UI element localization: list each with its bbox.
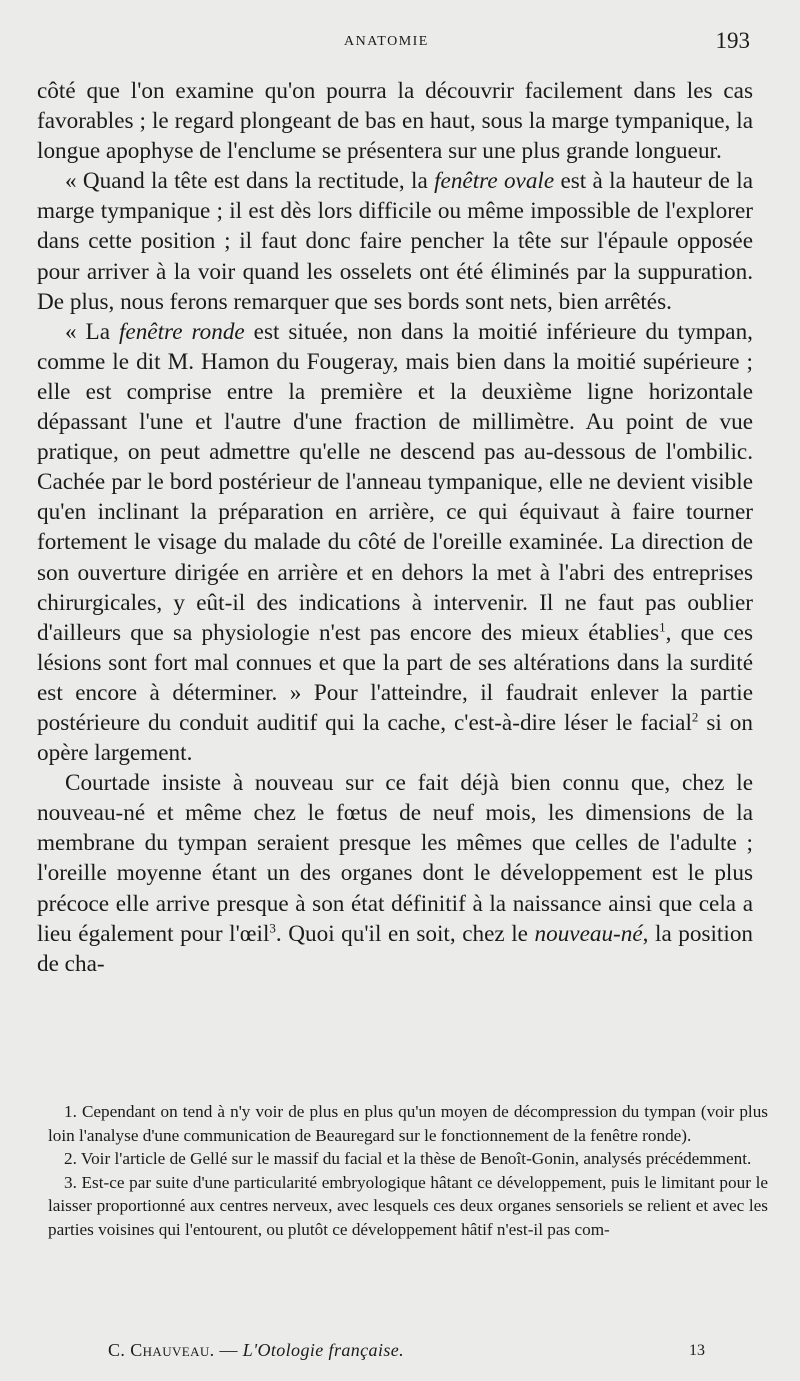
footnote-3: 3. Est-ce par suite d'une particularité embryologique hâtant ce développement, puis le limitant pour le laisser proportionné aux centres nerveux, avec lesquels ces deux organes sensoriels se relient et avec les parties voisines qui l'entourent, ou plutôt ce développement hâtif n'est-il pas com- bbox=[48, 1172, 768, 1239]
page-footer bbox=[0, 1340, 800, 1366]
footnote-ref-3: 3 bbox=[269, 919, 276, 935]
term-nouveau-ne: nouveau-né bbox=[534, 920, 643, 947]
paragraph-3-text-c: , que ces lésions sont fort mal connues et que la part de ses altérations dans la surdité est encore à déterminer. » Pour l'atteindre, il faudrait enlever la partie postérieure du conduit auditif qui la cache, c'est-à-dire léser le facial bbox=[37, 619, 753, 736]
paragraph-2-text-a: « Quand la tête est dans la rectitude, la bbox=[65, 168, 435, 195]
footer-title: L'Otologie française. bbox=[242, 1340, 405, 1360]
footnote-1: 1. Cependant on tend à n'y voir de plus en plus qu'un moyen de décompression du tympan (voir plus loin l'analyse d'une communication de Beauregard sur le fonctionnement de la fenêtre ronde). bbox=[48, 1102, 768, 1145]
paragraph-3 bbox=[37, 317, 753, 768]
paragraph-2-text-b: est à la hauteur de la marge tympanique ; il est dès lors difficile ou même impossible de l'explorer dans cette position ; il faut donc faire pencher la tête sur l'épaule opposée pour arriver à la voir quand les osselets ont été éliminés par la suppuration. De plus, nous ferons remarquer que ses bords sont nets, bien arrêtés. bbox=[37, 168, 753, 315]
page-number: 193 bbox=[715, 28, 750, 53]
footer-author: C. Chauveau. bbox=[108, 1340, 215, 1360]
term-fenetre-ronde: fenêtre ronde bbox=[118, 318, 245, 345]
paragraph-4-text-a: Courtade insiste à nouveau sur ce fait déjà bien connu que, chez le nouveau-né et même chez le fœtus de neuf mois, les dimensions de la membrane du tympan seraient presque les mêmes que celles de l'adulte ; l'oreille moyenne étant un des organes dont le développement est le plus précoce elle arrive presque à son état définitif à la naissance ainsi que cela a lieu également pour l'œil bbox=[37, 770, 753, 947]
footnote-ref-1: 1 bbox=[659, 618, 666, 634]
paragraph-4-text-c: , la position de cha- bbox=[37, 920, 754, 977]
paragraph-3-text-b: est située, non dans la moitié inférieure du tympan, comme le dit M. Hamon du Fougeray, mais bien dans la moitié supérieure ; elle est comprise entre la première et la deuxième ligne horizontale dépassant l'une et l'autre d'une fraction de millimètre. Au point de vue pratique, on peut admettre qu'elle ne descend pas au-dessous de l'ombilic. Cachée par le bord postérieur de l'anneau tympanique, elle ne devient visible qu'en inclinant la préparation en arrière, ce qui équivaut à faire tourner fortement le visage du malade du côté de l'oreille examinée. La direction de son ouverture dirigée en arrière et en dehors la met à l'abri des entreprises chirurgicales, y eût-il des indications à intervenir. Il ne faut pas oublier d'ailleurs que sa physiologie n'est pas encore des mieux établies bbox=[37, 318, 753, 646]
footnote-2: 2. Voir l'article de Gellé sur le massif du facial et la thèse de Benoît-Gonin, analysés précédemment. bbox=[64, 1149, 752, 1169]
body-text bbox=[37, 76, 753, 979]
paragraph-1 bbox=[37, 76, 753, 166]
signature-mark: 13 bbox=[689, 1342, 705, 1359]
footer-dash: — bbox=[214, 1340, 243, 1360]
paragraph-4 bbox=[37, 768, 753, 979]
running-head bbox=[0, 30, 800, 60]
paragraph-4-text-b: . Quoi qu'il en soit, chez le bbox=[275, 920, 535, 947]
paragraph-3-text-d: si on opère largement. bbox=[37, 709, 753, 767]
term-fenetre-ovale: fenêtre ovale bbox=[434, 168, 555, 195]
footnotes bbox=[48, 1100, 768, 1242]
footer-credit bbox=[108, 1340, 404, 1361]
paragraph-3-text-a: « La bbox=[65, 318, 119, 345]
paragraph-2 bbox=[37, 166, 753, 316]
paragraph-1-text: côté que l'on examine qu'on pourra la découvrir facilement dans les cas favorables ; le regard plongeant de bas en haut, sous la marge tympanique, la longue apophyse de l'enclume se présentera sur une plus grande longueur. bbox=[37, 78, 753, 165]
running-head-title: ANATOMIE bbox=[344, 34, 429, 49]
footnote-ref-2: 2 bbox=[691, 709, 699, 725]
